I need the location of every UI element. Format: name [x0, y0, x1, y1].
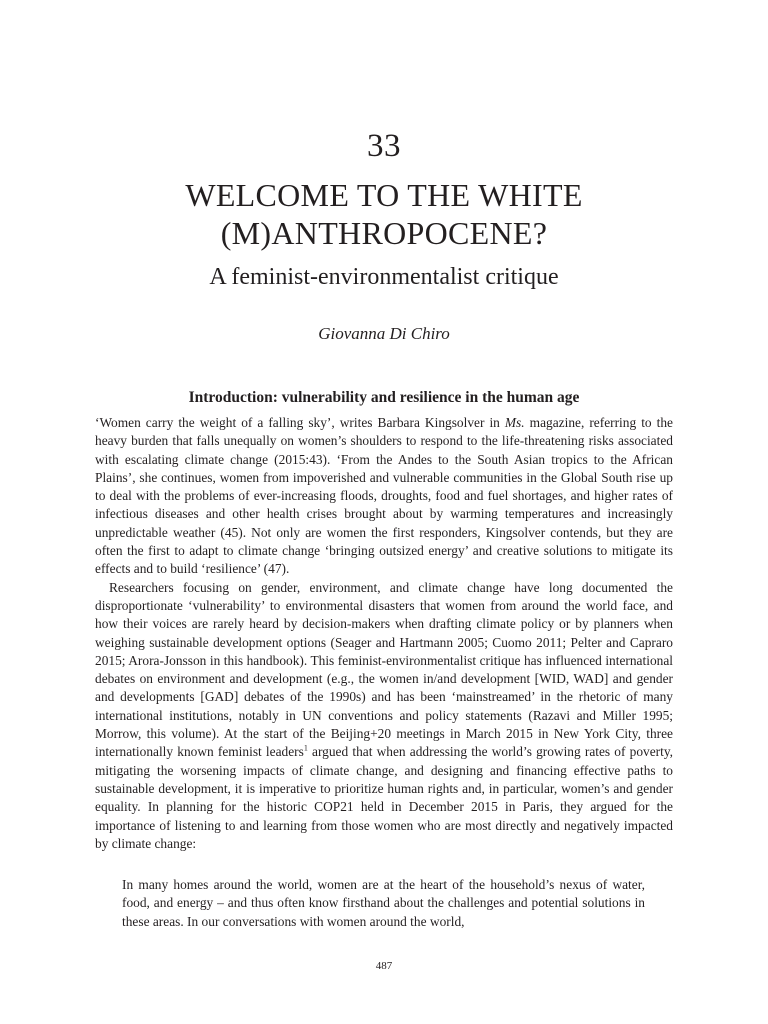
paragraph-2-part-a: Researchers focusing on gender, environment, and climate change have long documented the disproportionate ‘vulnerability’ to environmental disasters that women from around the world face, and how their voices are rarely heard by decision-makers when drafting climate policy or by planners when weighing sustainable development options (Seager and Hartmann 2005; Cuomo 2011; Pelter and Capraro 2015; Arora-Jonsson in this handbook). This feminist-environmentalist critique has influenced international debates on environment and development (e.g., the women in/and development [WID, WAD] and gender and developments [GAD] debates of the 1990s) and has been ‘mainstreamed’ in the rhetoric of many international institutions, notably in UN conventions and policy statements (Razavi and Miller 1995; Morrow, this volume). At the start of the Beijing+20 meetings in March 2015 in New York City, three internationally known feminist leaders — [95, 579, 673, 760]
chapter-number: 33 — [367, 128, 401, 164]
chapter-title-line-1: WELCOME TO THE WHITE — [185, 177, 583, 213]
body-text — [95, 414, 673, 853]
chapter-title — [0, 176, 768, 252]
block-quote: In many homes around the world, women are at the heart of the household’s nexus of water, food, and energy – and thus often know firsthand about the challenges and potential solutions in these areas. In our conversations with women around the world, — [122, 877, 645, 929]
paragraph-1 — [95, 414, 673, 579]
magazine-title: Ms. — [504, 415, 525, 430]
page-number: 487 — [375, 960, 393, 972]
paragraph-1-part-b: magazine, referring to the heavy burden that falls unequally on women’s shoulders to respond to the life-threatening risks associated with escalating climate change (2015:43). ‘From the Andes to the South Asian tropics to the African Plains’, she continues, women from impoverished and vulnerable communities in the Global South rise up to deal with the problems of ever-increasing floods, droughts, food and fuel shortages, and higher rates of infectious diseases and other health crises brought about by warming temperatures and increasingly unpredictable weather (45). Not only are women the first responders, Kingsolver contends, but they are often the first to adapt to climate change ‘bringing outsized energy’ and creative solutions to mitigate its effects and to build ‘resilience’ (47). — [95, 415, 673, 577]
paragraph-2-part-b: argued that when addressing the world’s growing rates of poverty, mitigating the worsening impacts of climate change, and designing and financing effective paths to sustainable development, it is imperative to prioritize human rights and, in particular, women’s and gender equality. In planning for the historic COP21 held in December 2015 in Paris, they argued for the importance of listening to and learning from those women who are most directly and negatively impacted by climate change: — [95, 744, 673, 851]
paragraph-1-part-a: ‘Women carry the weight of a falling sky’, writes Barbara Kingsolver in — [95, 415, 505, 430]
chapter-title-line-2: (M)ANTHROPOCENE? — [220, 215, 548, 251]
author-name: Giovanna Di Chiro — [318, 324, 450, 343]
paragraph-2 — [95, 579, 673, 853]
section-heading: Introduction: vulnerability and resilience in the human age — [188, 389, 580, 406]
footnote-marker[interactable]: 1 — [303, 743, 308, 753]
chapter-subtitle: A feminist-environmentalist critique — [209, 264, 559, 290]
